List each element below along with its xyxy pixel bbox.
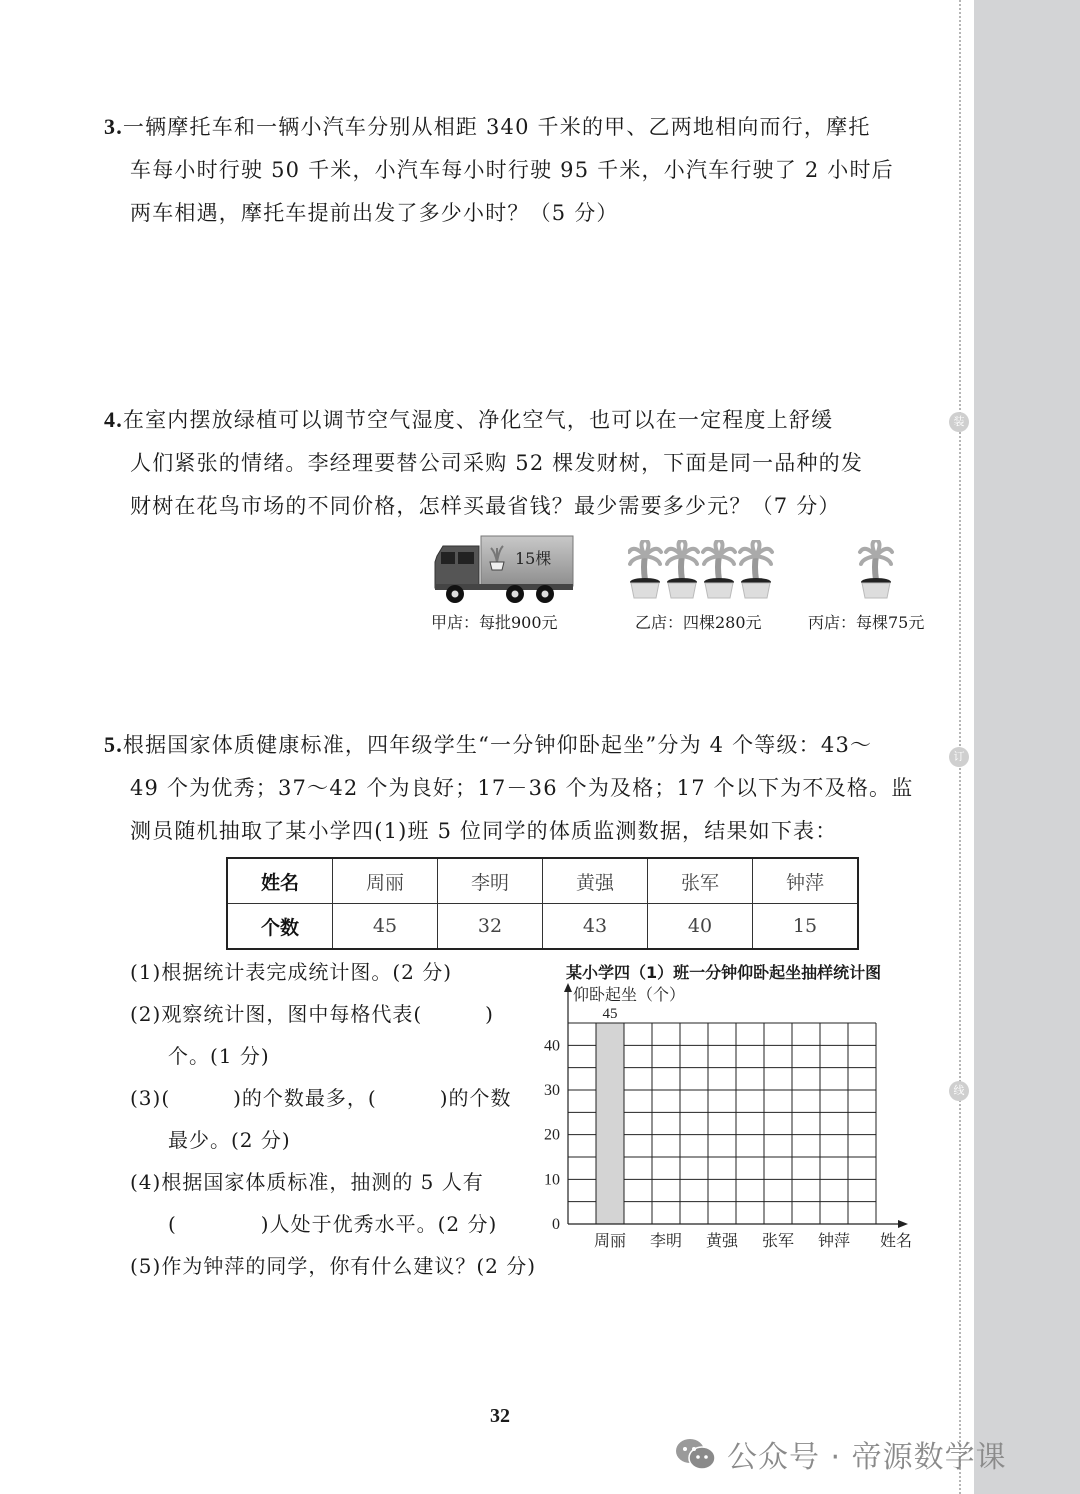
x-tick-label: 李明: [649, 1231, 683, 1250]
x-tick-label: 周丽: [593, 1231, 627, 1250]
table-cell: 40: [648, 904, 753, 950]
sit-up-data-table: [226, 857, 859, 950]
question-text-line: 测员随机抽取了某小学四(1)班 5 位同学的体质监测数据，结果如下表：: [130, 819, 838, 843]
y-axis-label: 仰卧起坐（个）: [573, 985, 686, 1004]
y-tick-label: 40: [544, 1037, 560, 1055]
question-number: 3.: [104, 114, 123, 139]
plant-icon: [629, 540, 661, 598]
x-tick-label: 黄强: [705, 1231, 739, 1250]
data-label: 45: [602, 1006, 618, 1022]
y-tick-label: 0: [552, 1216, 560, 1233]
subquestion-2-cont: 个。(1 分): [168, 1044, 270, 1068]
question-number: 5.: [104, 732, 123, 757]
shop-b-label: 乙店：四棵280元: [635, 613, 762, 632]
chart-title: 某小学四（1）班一分钟仰卧起坐抽样统计图: [566, 963, 882, 982]
bar-fill-周丽: [597, 1024, 624, 1224]
table-cell: 周丽: [333, 858, 438, 904]
question-text-line: 根据国家体质健康标准，四年级学生“一分钟仰卧起坐”分为 4 个等级：43～: [122, 733, 873, 757]
question-text-line: 49 个为优秀；37～42 个为良好；17－36 个为及格；17 个以下为不及格。监: [130, 776, 914, 800]
plant-icon: [860, 540, 892, 598]
question-number: 4.: [104, 407, 123, 432]
table-cell: 15: [753, 904, 859, 950]
watermark-text: 公众号 · 帝源数学课: [727, 1440, 1007, 1475]
x-tick-label: 张军: [761, 1231, 795, 1250]
table-cell: 张军: [648, 858, 753, 904]
binding-mark-circle: 线: [949, 1081, 969, 1101]
question-text-line: 车每小时行驶 50 千米，小汽车每小时行驶 95 千米，小汽车行驶了 2 小时后: [130, 158, 894, 182]
table-row-header: 个数: [227, 904, 333, 950]
subquestion-1: (1)根据统计表完成统计图。(2 分): [130, 960, 453, 984]
table-cell: 43: [543, 904, 648, 950]
binding-mark-circle: 装: [949, 412, 969, 432]
y-tick-label: 20: [544, 1126, 560, 1144]
page-number: 32: [490, 1405, 510, 1427]
table-cell: 钟萍: [753, 858, 859, 904]
table-cell: 李明: [438, 858, 543, 904]
four-plants-group: [628, 540, 776, 602]
wechat-icon: [675, 1437, 717, 1471]
question-text-line: 一辆摩托车和一辆小汽车分别从相距 340 千米的甲、乙两地相向而行，摩托: [122, 115, 871, 139]
shop-a-label: 甲店：每批900元: [431, 613, 558, 632]
y-axis-arrow-icon: [564, 983, 572, 992]
table-cell: 32: [438, 904, 543, 950]
question-3: [104, 105, 944, 235]
shop-c-label: 丙店：每棵75元: [808, 613, 925, 632]
single-plant-group: [857, 540, 897, 602]
question-text-line: 财树在花鸟市场的不同价格，怎样买最省钱？最少需要多少元？（7 分）: [130, 494, 841, 518]
truck-icon: [433, 534, 575, 606]
binding-mark-circle: 订: [949, 747, 969, 767]
subquestion-5: (5)作为钟萍的同学，你有什么建议？(2 分): [130, 1254, 537, 1278]
truck-quantity-label: 15棵: [515, 549, 552, 568]
subquestion-4-cont: ( )人处于优秀水平。(2 分): [168, 1212, 498, 1236]
question-4: [104, 398, 944, 528]
subquestion-4: (4)根据国家体质标准，抽测的 5 人有: [130, 1170, 484, 1194]
table-row-header: 姓名: [227, 858, 333, 904]
bar-chart: [535, 980, 915, 1255]
y-tick-label: 30: [544, 1082, 560, 1099]
table-cell: 黄强: [543, 858, 648, 904]
question-text-line: 两车相遇，摩托车提前出发了多少小时？（5 分）: [130, 201, 619, 225]
question-text-line: 在室内摆放绿植可以调节空气湿度、净化空气，也可以在一定程度上舒缓: [122, 408, 834, 432]
shop-price-illustrations: [425, 530, 945, 640]
subquestion-2: (2)观察统计图，图中每格代表( ): [130, 1002, 494, 1026]
subquestion-3: (3)( )的个数最多，( )的个数: [130, 1086, 512, 1110]
side-margin-strip: [974, 0, 1080, 1494]
table-row: [227, 904, 858, 950]
question-text-line: 人们紧张的情绪。李经理要替公司采购 52 棵发财树，下面是同一品种的发: [130, 451, 864, 475]
watermark: [675, 1432, 1007, 1476]
table-cell: 45: [333, 904, 438, 950]
x-tick-label: 钟萍: [817, 1231, 851, 1250]
x-axis-arrow-icon: [898, 1220, 908, 1228]
x-axis-label: 姓名: [879, 1231, 913, 1250]
table-row: [227, 858, 858, 904]
plant-icon: [740, 540, 772, 598]
question-5: [104, 723, 944, 853]
plant-icon: [666, 540, 698, 598]
subquestion-3-cont: 最少。(2 分): [168, 1128, 291, 1152]
plant-icon: [703, 540, 735, 598]
y-tick-label: 10: [544, 1171, 560, 1189]
